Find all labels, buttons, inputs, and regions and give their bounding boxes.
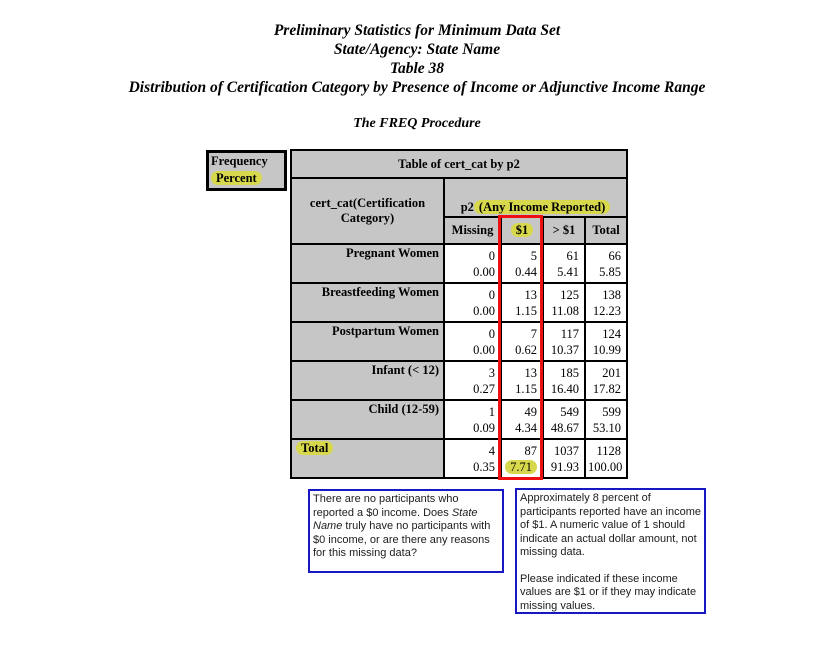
p2-highlighted-label: (Any Income Reported) — [474, 200, 610, 214]
report-title-line-2: State/Agency: State Name — [333, 41, 501, 58]
note-left-text-2: truly have no participants with $0 income, or are there any reasons for this missing data? — [313, 520, 491, 559]
table-group-header-row — [291, 178, 627, 217]
cell-frequency: 13 — [524, 288, 537, 302]
table-row-breastfeeding-women — [291, 283, 627, 322]
highlighted-total-percent: 7.71 — [505, 460, 537, 474]
column-header-missing: Missing — [444, 217, 501, 244]
cell-percent: 0.27 — [473, 382, 495, 396]
column-header-dollar1 — [501, 217, 543, 244]
report-title-block — [0, 21, 834, 97]
cell-frequency: 66 — [608, 249, 622, 263]
table-legend-box — [206, 150, 287, 191]
stub-column-header: cert_cat(Certification Category) — [291, 178, 444, 244]
cell-percent: 12.23 — [592, 304, 622, 318]
report-title-line-1: Preliminary Statistics for Minimum Data Set — [273, 22, 561, 39]
cell-frequency: 49 — [524, 405, 537, 419]
cell-frequency: 3 — [488, 366, 495, 380]
legend-frequency-label: Frequency — [211, 154, 268, 168]
legend-percent-label: Percent — [211, 171, 262, 185]
note-left-text: There are no participants who reported a $0 income. Does — [313, 493, 459, 519]
note-right-paragraph-1: Approximately 8 percent of participants reported have an income of $1. A numeric value of 1 should indicate an actual dollar amount, not missing data. — [520, 492, 701, 558]
table-row-postpartum-women — [291, 322, 627, 361]
row-label: Postpartum Women — [291, 322, 444, 361]
cell-frequency: 125 — [560, 288, 579, 302]
cell-percent: 5.85 — [599, 265, 622, 279]
column-header-gt-dollar1: > $1 — [543, 217, 585, 244]
annotation-note-right — [515, 488, 706, 614]
cell-percent: 4.34 — [515, 421, 537, 435]
cell-percent: 0.00 — [473, 265, 495, 279]
total-row-label: Total — [296, 441, 333, 455]
cell-frequency: 0 — [488, 327, 495, 341]
cell-frequency: 549 — [560, 405, 579, 419]
note-left-italic-text: State Name — [313, 506, 478, 532]
table-title: Table of cert_cat by p2 — [291, 150, 627, 178]
table-title-row — [291, 150, 627, 178]
cell-frequency: 5 — [530, 249, 537, 263]
cell-percent: 0.00 — [473, 343, 495, 357]
cell-frequency: 0 — [488, 249, 495, 263]
cell-frequency: 599 — [602, 405, 622, 419]
row-label: Infant (< 12) — [291, 361, 444, 400]
annotation-note-left — [308, 489, 504, 573]
row-label: Child (12-59) — [291, 400, 444, 439]
cell-frequency: 117 — [560, 327, 579, 341]
table-row-pregnant-women — [291, 244, 627, 283]
p2-prefix: p2 — [460, 200, 474, 214]
report-title-line-3: Table 38 — [389, 60, 445, 77]
cell-frequency: 87 — [524, 444, 537, 458]
cell-percent: 0.00 — [473, 304, 495, 318]
note-right-paragraph-2: Please indicated if these income values are $1 or if they may indicate missing values. — [520, 572, 697, 612]
cell-percent: 1.15 — [515, 382, 537, 396]
cell-percent: 53.10 — [592, 421, 622, 435]
cell-percent: 0.35 — [473, 460, 495, 474]
cell-percent: 0.09 — [473, 421, 495, 435]
cell-percent: 16.40 — [550, 382, 579, 396]
cell-frequency: 1128 — [596, 444, 622, 458]
cell-percent: 17.82 — [592, 382, 622, 396]
cell-frequency: 138 — [602, 288, 622, 302]
cell-percent: 10.37 — [550, 343, 579, 357]
cell-frequency: 1 — [488, 405, 495, 419]
cell-percent: 100.00 — [588, 460, 623, 474]
cell-percent: 5.41 — [557, 265, 579, 279]
freq-table — [290, 149, 628, 479]
report-title-line-4: Distribution of Certification Category by Presence of Income or Adjunctive Income Range — [128, 79, 706, 96]
cell-frequency: 1037 — [554, 444, 579, 458]
cell-frequency: 201 — [602, 366, 622, 380]
cell-frequency: 0 — [488, 288, 495, 302]
cell-frequency: 13 — [524, 366, 537, 380]
cell-percent — [504, 459, 537, 475]
table-row-total — [291, 439, 627, 478]
cell-frequency: 4 — [488, 444, 495, 458]
cell-frequency: 185 — [560, 366, 579, 380]
row-label: Pregnant Women — [291, 244, 444, 283]
cell-percent: 0.62 — [515, 343, 537, 357]
cell-percent: 48.67 — [550, 421, 579, 435]
dollar1-highlighted-label: $1 — [511, 223, 534, 237]
cell-percent: 11.08 — [551, 304, 579, 318]
cell-percent: 91.93 — [550, 460, 579, 474]
cell-percent: 1.15 — [515, 304, 537, 318]
table-row-child — [291, 400, 627, 439]
cell-percent: 0.44 — [515, 265, 537, 279]
row-label: Breastfeeding Women — [291, 283, 444, 322]
procedure-title: The FREQ Procedure — [353, 116, 481, 131]
column-header-total: Total — [585, 217, 627, 244]
cell-frequency: 124 — [602, 327, 622, 341]
cell-frequency: 7 — [530, 327, 537, 341]
p2-group-header — [444, 178, 627, 217]
table-row-infant — [291, 361, 627, 400]
cell-percent: 10.99 — [592, 343, 622, 357]
cell-frequency: 61 — [566, 249, 579, 263]
